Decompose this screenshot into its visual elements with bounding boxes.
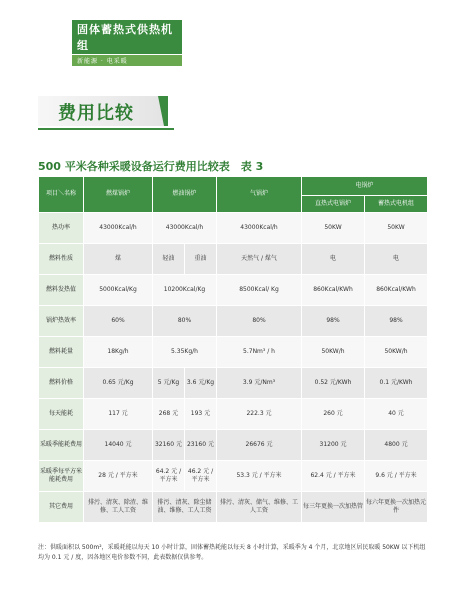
cell-coal: 煤 [84, 244, 153, 275]
cell-oil-light: 268 元 [153, 399, 185, 430]
cell-coal: 117 元 [84, 399, 153, 430]
brand-header [72, 20, 182, 66]
cell-storage: 每六年更换一次加热元件 [365, 492, 428, 523]
cell-coal: 排污、清灰、除渣、维修、工人工资 [84, 492, 153, 523]
table-header-row [39, 177, 428, 196]
cell-oil-light: 轻油 [153, 244, 185, 275]
header-electric: 电锅炉 [302, 177, 428, 196]
cell-direct: 0.52 元/KWh [302, 368, 365, 399]
cell-storage: 40 元 [365, 399, 428, 430]
row-label: 每天能耗 [39, 399, 84, 430]
cell-oil-heavy: 193 元 [184, 399, 216, 430]
cell-coal: 18Kg/h [84, 337, 153, 368]
section-banner [38, 96, 168, 126]
row-label: 采暖季每平方米能耗费用 [39, 461, 84, 492]
cell-coal: 14040 元 [84, 430, 153, 461]
cell-coal: 0.65 元/Kg [84, 368, 153, 399]
cell-direct: 31200 元 [302, 430, 365, 461]
banner-underline [38, 128, 174, 130]
header-coal: 燃煤锅炉 [84, 177, 153, 213]
cost-comparison-table [38, 176, 428, 523]
row-label: 其它费用 [39, 492, 84, 523]
cell-oil-heavy: 23160 元 [184, 430, 216, 461]
header-storage-electric: 蓄热式电机组 [365, 196, 428, 213]
cell-oil-light: 64.2 元 / 平方米 [153, 461, 185, 492]
cell-direct: 每三年更换一次加热管 [302, 492, 365, 523]
table-row [39, 275, 428, 306]
row-label: 燃料发热值 [39, 275, 84, 306]
cell-storage: 50KW [365, 213, 428, 244]
cell-oil: 5.35Kg/h [153, 337, 217, 368]
table-row [39, 368, 428, 399]
cell-gas: 53.3 元 / 平方米 [217, 461, 302, 492]
cell-direct: 62.4 元 / 平方米 [302, 461, 365, 492]
cell-coal: 43000Kcal/h [84, 213, 153, 244]
cell-storage: 0.1 元/KWh [365, 368, 428, 399]
footnote: 注：供暖面积以 500m²，采暖耗能以每天 10 小时计算，固体蓄热耗能以每天 8 小时计算，采暖季为 4 个月，北京地区居民取暖 50KW 以下机组均为 0.1 元 / 度，因各地区电价参数不同，此表数据仅供参考。 [38, 544, 426, 561]
cell-oil: 10200Kcal/Kg [153, 275, 217, 306]
cell-gas: 排污、清灰、储气、维修、工人工资 [217, 492, 302, 523]
cell-gas: 天然气 / 煤气 [217, 244, 302, 275]
table-row [39, 306, 428, 337]
table-row [39, 213, 428, 244]
cell-storage: 4800 元 [365, 430, 428, 461]
cell-coal: 5000Kcal/Kg [84, 275, 153, 306]
cell-oil: 80% [153, 306, 217, 337]
cell-direct: 电 [302, 244, 365, 275]
row-label: 锅炉热效率 [39, 306, 84, 337]
row-label: 燃料耗量 [39, 337, 84, 368]
header-item-name: 项目＼名称 [39, 177, 84, 213]
cell-oil: 排污、清灰、除尘储油、维修、工人工资 [153, 492, 217, 523]
cell-gas: 222.3 元 [217, 399, 302, 430]
table-row [39, 461, 428, 492]
cell-direct: 260 元 [302, 399, 365, 430]
cell-oil-heavy: 3.6 元/Kg [184, 368, 216, 399]
cell-gas: 26676 元 [217, 430, 302, 461]
cell-oil: 43000Kcal/h [153, 213, 217, 244]
row-label: 燃料价格 [39, 368, 84, 399]
cell-direct: 98% [302, 306, 365, 337]
cell-gas: 5.7Nm³ / h [217, 337, 302, 368]
cell-oil-heavy: 重油 [184, 244, 216, 275]
cell-storage: 860Kcal/KWh [365, 275, 428, 306]
cell-storage: 9.6 元 / 平方米 [365, 461, 428, 492]
cell-gas: 3.9 元/Nm³ [217, 368, 302, 399]
cell-gas: 43000Kcal/h [217, 213, 302, 244]
cell-gas: 80% [217, 306, 302, 337]
cell-oil-light: 5 元/Kg [153, 368, 185, 399]
cell-oil-light: 32160 元 [153, 430, 185, 461]
header-oil: 燃油锅炉 [153, 177, 217, 213]
table-row [39, 430, 428, 461]
header-direct-electric: 直热式电锅炉 [302, 196, 365, 213]
row-label: 燃料性质 [39, 244, 84, 275]
table-row [39, 399, 428, 430]
brand-subtitle: 新能源 · 电采暖 [72, 55, 182, 66]
section-title: 费用比较 [58, 103, 134, 124]
cell-storage: 50KW/h [365, 337, 428, 368]
header-gas: 气锅炉 [217, 177, 302, 213]
cell-coal: 60% [84, 306, 153, 337]
table-row [39, 337, 428, 368]
brand-title: 固体蓄热式供热机组 [72, 20, 182, 54]
cell-direct: 50KW [302, 213, 365, 244]
table-title: 500 平米各种采暖设备运行费用比较表 表 3 [38, 160, 264, 173]
cell-gas: 8500Kcal/ Kg [217, 275, 302, 306]
cell-coal: 28 元 / 平方米 [84, 461, 153, 492]
row-label: 采暖季能耗费用 [39, 430, 84, 461]
table-row [39, 492, 428, 523]
cell-direct: 860Kcal/KWh [302, 275, 365, 306]
cell-direct: 50KW/h [302, 337, 365, 368]
cell-storage: 98% [365, 306, 428, 337]
cell-oil-heavy: 46.2 元 / 平方米 [184, 461, 216, 492]
row-label: 热功率 [39, 213, 84, 244]
table-row [39, 244, 428, 275]
cell-storage: 电 [365, 244, 428, 275]
